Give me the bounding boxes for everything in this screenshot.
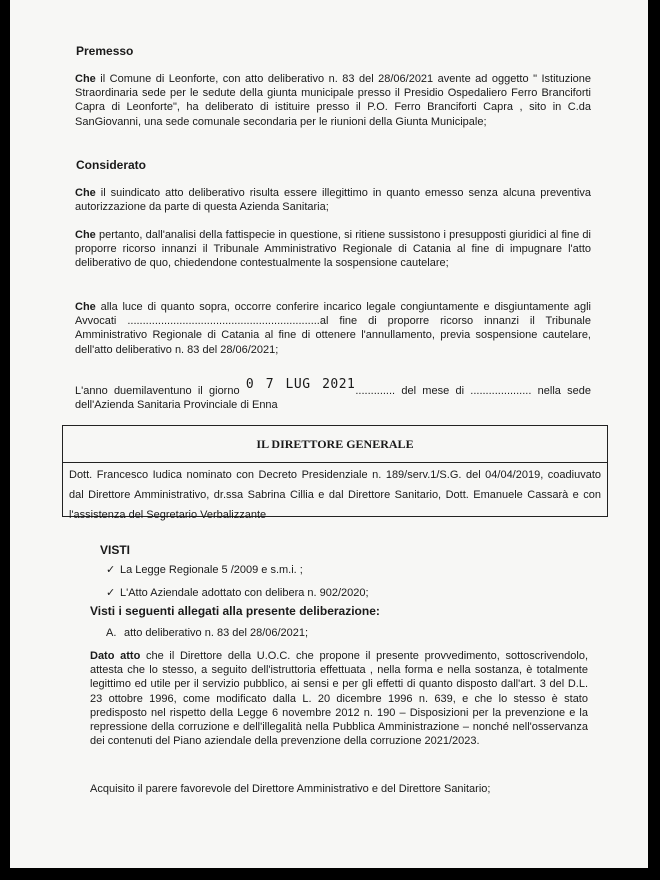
visti-item-2 [106, 586, 369, 599]
paragraph-lead: Che [75, 301, 96, 313]
considerato-paragraph-2 [75, 228, 591, 271]
allegati-heading: Visti i seguenti allegati alla presente deliberazione: [90, 604, 380, 618]
paragraph-text: il Comune di Leonforte, con atto deliberativo n. 83 del 28/06/2021 avente ad oggetto " Istituzione Straordinaria sede per le sedute della giunta municipale presso il Presidio Ospedaliero Ferro Branciforti Capra di Leonforte", ha deliberato di istituire presso il P.O. Ferro Branciforti Capra , sito in C.da SanGiovanni, una sede comunale secondaria per le riunioni della Giunta Municipale; [75, 73, 591, 128]
premesso-paragraph [75, 72, 591, 129]
date-line-mid: del mese di .................... [401, 385, 532, 397]
paragraph-text: pertanto, dall'analisi della fattispecie in questione, si ritiene sussistono i presupposti giuridici al fine di proporre ricorso innanzi il Tribunale Amministrativo Regionale di Catania al fine di impugnare l'atto deliberativo de quo, chiedendone contestualmente la sospensione cautelare; [75, 229, 591, 270]
date-line [75, 377, 592, 412]
considerato-heading: Considerato [76, 158, 147, 172]
director-title: IL DIRETTORE GENERALE [63, 426, 607, 463]
director-text: Dott. Francesco Iudica nominato con Decreto Presidenziale n. 189/serv.1/S.G. del 04/04/2019, coadiuvato dal Direttore Amministrativo, dr.ssa Sabrina Cillia e dal Direttore Sanitario, Dott. Emanuele Cassarà e con l'assistenza del Segretario Verbalizzante [69, 469, 601, 521]
visti-item-text: La Legge Regionale 5 /2009 e s.m.i. ; [120, 564, 303, 576]
document-page [10, 0, 648, 868]
visti-heading: VISTI [100, 543, 131, 557]
acquisito-paragraph: Acquisito il parere favorevole del Direttore Amministrativo e del Direttore Sanitario; [90, 783, 491, 795]
paragraph-lead: Che [75, 73, 96, 85]
date-line-after: nella sede dell'Azienda Sanitaria Provinciale di Enna [75, 385, 592, 412]
allegati-item-text: atto deliberativo n. 83 del 28/06/2021; [124, 627, 309, 639]
date-stamp: 0 7 LUG 2021 [245, 377, 356, 392]
paragraph-lead: Che [75, 229, 96, 241]
dato-atto-paragraph [90, 649, 588, 748]
premesso-heading: Premesso [76, 44, 134, 58]
visti-item-text: L'Atto Aziendale adottato con delibera n. 902/2020; [120, 587, 369, 599]
check-icon: ✓ [106, 587, 116, 599]
allegati-marker: A. [106, 627, 117, 639]
paragraph-lead: Che [75, 187, 96, 199]
allegati-item-1 [106, 627, 308, 639]
considerato-paragraph-3 [75, 300, 591, 357]
paragraph-text: che il Direttore della U.O.C. che propone il presente provvedimento, sottoscrivendolo, attesta che lo stesso, a seguito dell'istruttoria effettuata , nella forma e nella sostanza, è totalmente legittimo ed utile per il servizio pubblico, ai sensi e per gli effetti di quanto disposto dall'art. 3 del D.L. 23 ottobre 1996, come modificato dalla L. 20 dicembre 1996 n. 639, e che lo stesso è stato predisposto nel rispetto della Legge 6 novembre 2012 n. 190 – Disposizioni per la prevenzione e la repressione della corruzione e dell'illegalità nella Pubblica Amministrazione – nonché nell'osservanza dei contenuti del Piano aziendale della prevenzione della corruzione 2021/2023. [90, 650, 588, 748]
paragraph-text: il suindicato atto deliberativo risulta essere illegittimo in quanto emesso senza alcuna preventiva autorizzazione da parte di questa Azienda Sanitaria; [75, 187, 591, 214]
director-box [62, 425, 608, 521]
paragraph-lead: Dato atto [90, 650, 141, 662]
paragraph-text: alla luce di quanto sopra, occorre conferire incarico legale congiuntamente e disgiuntamente agli Avvocati ...............................................................al fine di proporre ricorso innanzi il Tribunale Amministrativo Regionale di Catania al fine di ottenere l'annullamento, previa sospensione cautelare, dell'atto deliberativo n. 83 del 28/06/2021; [75, 301, 591, 356]
date-line-dots: ............. [355, 385, 396, 397]
considerato-paragraph-1 [75, 186, 591, 214]
date-line-before: L'anno duemilaventuno il giorno [75, 385, 240, 397]
visti-item-1 [106, 563, 303, 576]
check-icon: ✓ [106, 564, 116, 576]
